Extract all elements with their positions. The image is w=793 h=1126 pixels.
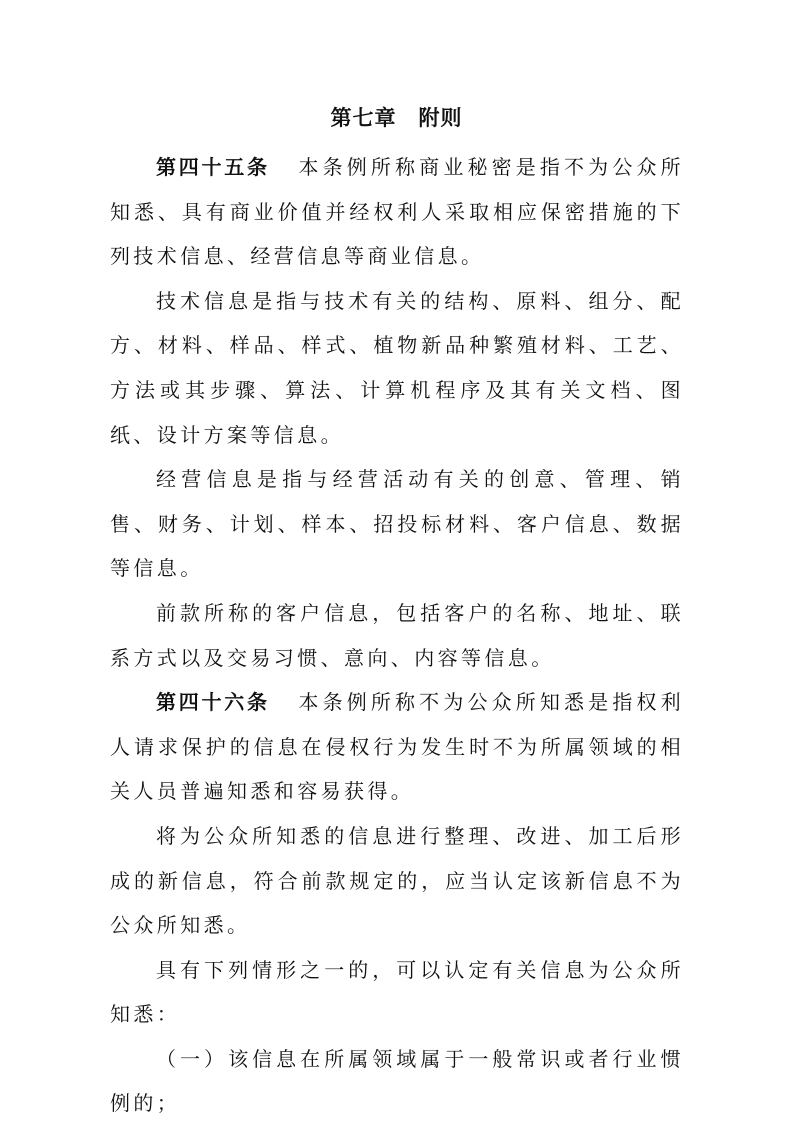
paragraph-text: 本条例所称不为公众所知悉是指权利人请求保护的信息在侵权行为发生时不为所属领域的相关人员普遍知悉和容易获得。: [110, 690, 684, 804]
chapter-title: [0, 103, 793, 133]
article-45-paragraph-4: 前款所称的客户信息，包括客户的名称、地址、联系方式以及交易习惯、意向、内容等信息。: [110, 600, 684, 670]
chapter-number: 第七章: [330, 106, 397, 130]
article-number: 第四十五条: [156, 155, 270, 179]
article-46-paragraph-1: [110, 680, 684, 814]
paragraph-text: 本条例所称商业秘密是指不为公众所知悉、具有商业价值并经权利人采取相应保密措施的下列技术信息、经营信息等商业信息。: [110, 155, 684, 269]
article-45-paragraph-1: [110, 145, 684, 279]
document-body: [110, 145, 684, 1126]
article-number: 第四十六条: [156, 690, 270, 715]
article-46-item-1: （一）该信息在所属领域属于一般常识或者行业惯例的；: [110, 1046, 684, 1116]
chapter-name: 附则: [418, 106, 463, 130]
article-46-paragraph-2: 将为公众所知悉的信息进行整理、改进、加工后形成的新信息，符合前款规定的，应当认定该新信息不为公众所知悉。: [110, 823, 684, 938]
article-45-paragraph-3: 经营信息是指与经营活动有关的创意、管理、销售、财务、计划、样本、招投标材料、客户信息、数据等信息。: [110, 467, 684, 581]
article-45-paragraph-2: 技术信息是指与技术有关的结构、原料、组分、配方、材料、样品、样式、植物新品种繁殖材料、工艺、方法或其步骤、算法、计算机程序及其有关文档、图纸、设计方案等信息。: [110, 288, 684, 447]
article-46-paragraph-3: 具有下列情形之一的，可以认定有关信息为公众所知悉：: [110, 957, 684, 1027]
